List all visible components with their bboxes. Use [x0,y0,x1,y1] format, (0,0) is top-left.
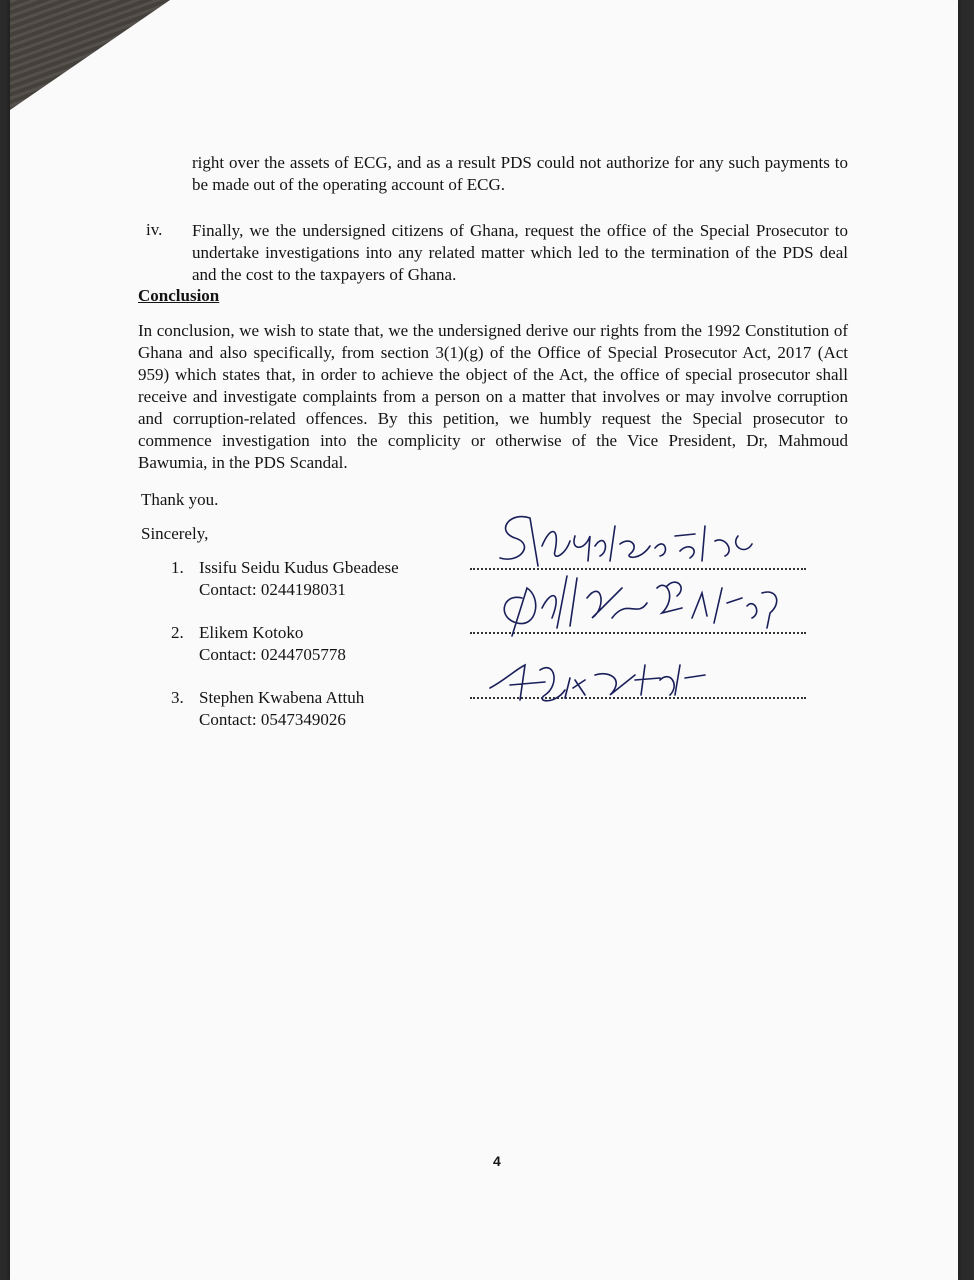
signatory-contact: Contact: 0244198031 [199,580,346,599]
signatory-2 [171,622,346,666]
document-page [10,0,958,1280]
signatory-number: 3. [171,688,184,707]
signatory-contact: Contact: 0244705778 [199,645,346,664]
signatory-1 [171,557,399,601]
signatory-name: Stephen Kwabena Attuh [199,688,365,707]
signatory-number: 2. [171,623,184,642]
signatory-contact: Contact: 0547349026 [199,710,346,729]
signatory-name: Elikem Kotoko [199,623,304,642]
conclusion-heading: Conclusion [138,286,220,305]
conclusion-paragraph: In conclusion, we wish to state that, we the undersigned derive our rights from the 1992 Constitution of Ghana and also specifically, from section 3(1)(g) of the Office of Special Prosecutor Act, 2017 (Act 959) which states that, in order to achieve the object of the Act, the office of special prosecutor shall receive and investigate complaints from a person on a matter that involves or may involve corruption and corruption-related offences. By this petition, we humbly request the Special prosecutor to commence investigation into the complicity or otherwise of the Vice President, Dr, Mahmoud Bawumia, in the PDS Scandal. [138,321,848,472]
signatory-number: 1. [171,558,184,577]
item-numeral: iv. [146,220,163,239]
continuation-paragraph: right over the assets of ECG, and as a result PDS could not authorize for any such payments to be made out of the operating account of ECG. [192,153,848,194]
thank-you-line: Thank you. [141,490,219,509]
sincerely-line: Sincerely, [141,524,209,543]
signature-1 [490,506,760,576]
signature-2 [492,568,792,640]
item-iv-paragraph: Finally, we the undersigned citizens of Ghana, request the office of the Special Prosecutor to undertake investigations into any related matter which led to the termination of the PDS deal and the cost to the taxpayers of Ghana. [192,221,848,284]
page-number: 4 [493,1153,501,1169]
signatory-3 [171,687,364,731]
signature-3 [485,650,715,710]
signatory-name: Issifu Seidu Kudus Gbeadese [199,558,399,577]
